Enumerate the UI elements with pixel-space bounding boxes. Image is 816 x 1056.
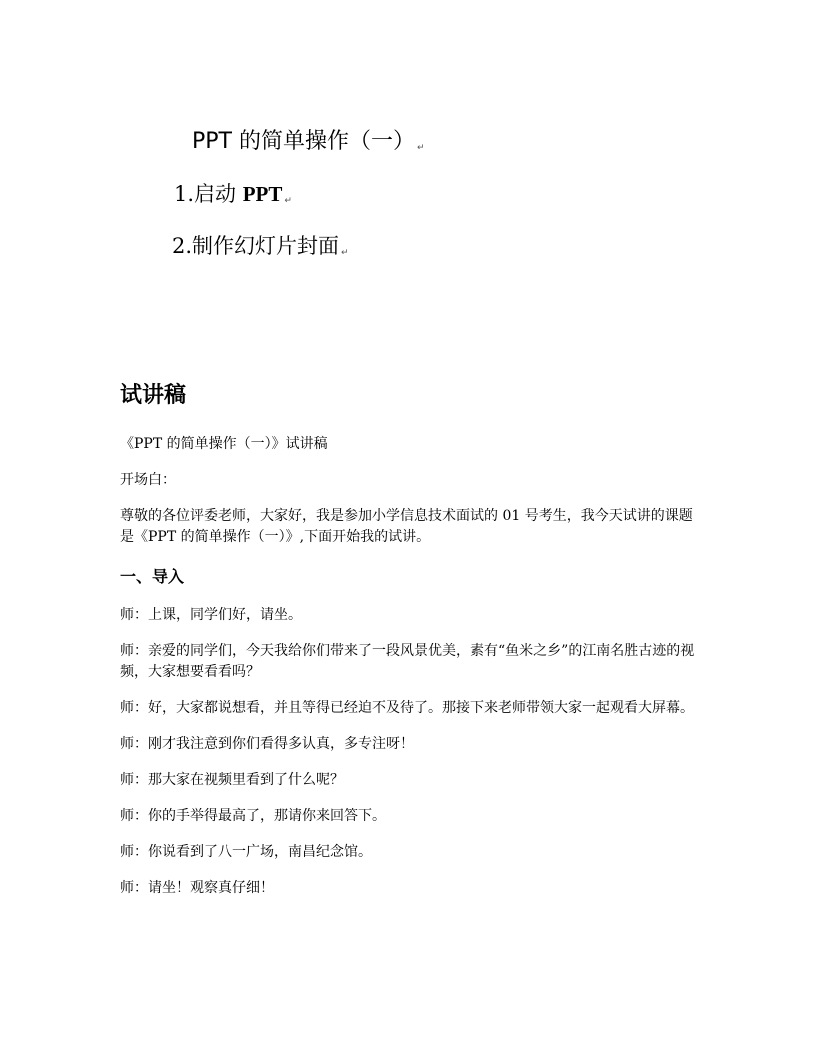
dialogue-line: 师：亲爱的同学们，今天我给你们带来了一段风景优美，素有“鱼米之乡”的江南名胜古迹的视频，大家想要看看吗？ xyxy=(120,643,695,680)
paragraph-mark-icon: ↵ xyxy=(284,196,292,206)
dialogue-line: 师：上课，同学们好，请坐。 xyxy=(120,607,302,623)
outline-item-2 xyxy=(172,230,349,260)
lecture-script-body xyxy=(120,434,700,914)
dialogue-line: 师：你说看到了八一广场，南昌纪念馆。 xyxy=(120,844,372,860)
opening-paragraph: 尊敬的各位评委老师，大家好，我是参加小学信息技术面试的 01 号考生，我今天试讲的课题是《PPT 的简单操作（一）》,下面开始我的试讲。 xyxy=(120,508,693,545)
paragraph-mark-icon: ↵ xyxy=(416,143,425,153)
opening-label: 开场白： xyxy=(120,472,176,488)
outline-item-2-text: 制作幻灯片封面 xyxy=(192,234,340,258)
outline-item-1 xyxy=(174,178,292,208)
dialogue-line: 师：请坐！观察真仔细！ xyxy=(120,880,274,896)
outline-item-1-number: 1. xyxy=(174,182,195,206)
paragraph-mark-icon: ↵ xyxy=(341,248,349,258)
outline-item-2-number: 2. xyxy=(172,234,193,258)
dialogue-line: 师：好，大家都说想看，并且等得已经迫不及待了。那接下来老师带领大家一起观看大屏幕。 xyxy=(120,700,694,716)
dialogue-line: 师：那大家在视频里看到了什么呢？ xyxy=(120,772,344,788)
outline-item-1-text: 启动 xyxy=(194,182,243,206)
outline-title-text: PPT 的简单操作（一） xyxy=(192,129,415,154)
dialogue-line: 师：你的手举得最高了，那请你来回答下。 xyxy=(120,808,386,824)
script-title: 《PPT 的简单操作（一）》试讲稿 xyxy=(120,436,328,452)
outline-title xyxy=(192,124,425,155)
outline-item-1-latin: PPT xyxy=(242,182,283,206)
part1-heading: 一、导入 xyxy=(120,567,185,586)
dialogue-line: 师：刚才我注意到你们看得多认真，多专注呀！ xyxy=(120,736,414,752)
section-heading: 试讲稿 xyxy=(120,383,187,408)
